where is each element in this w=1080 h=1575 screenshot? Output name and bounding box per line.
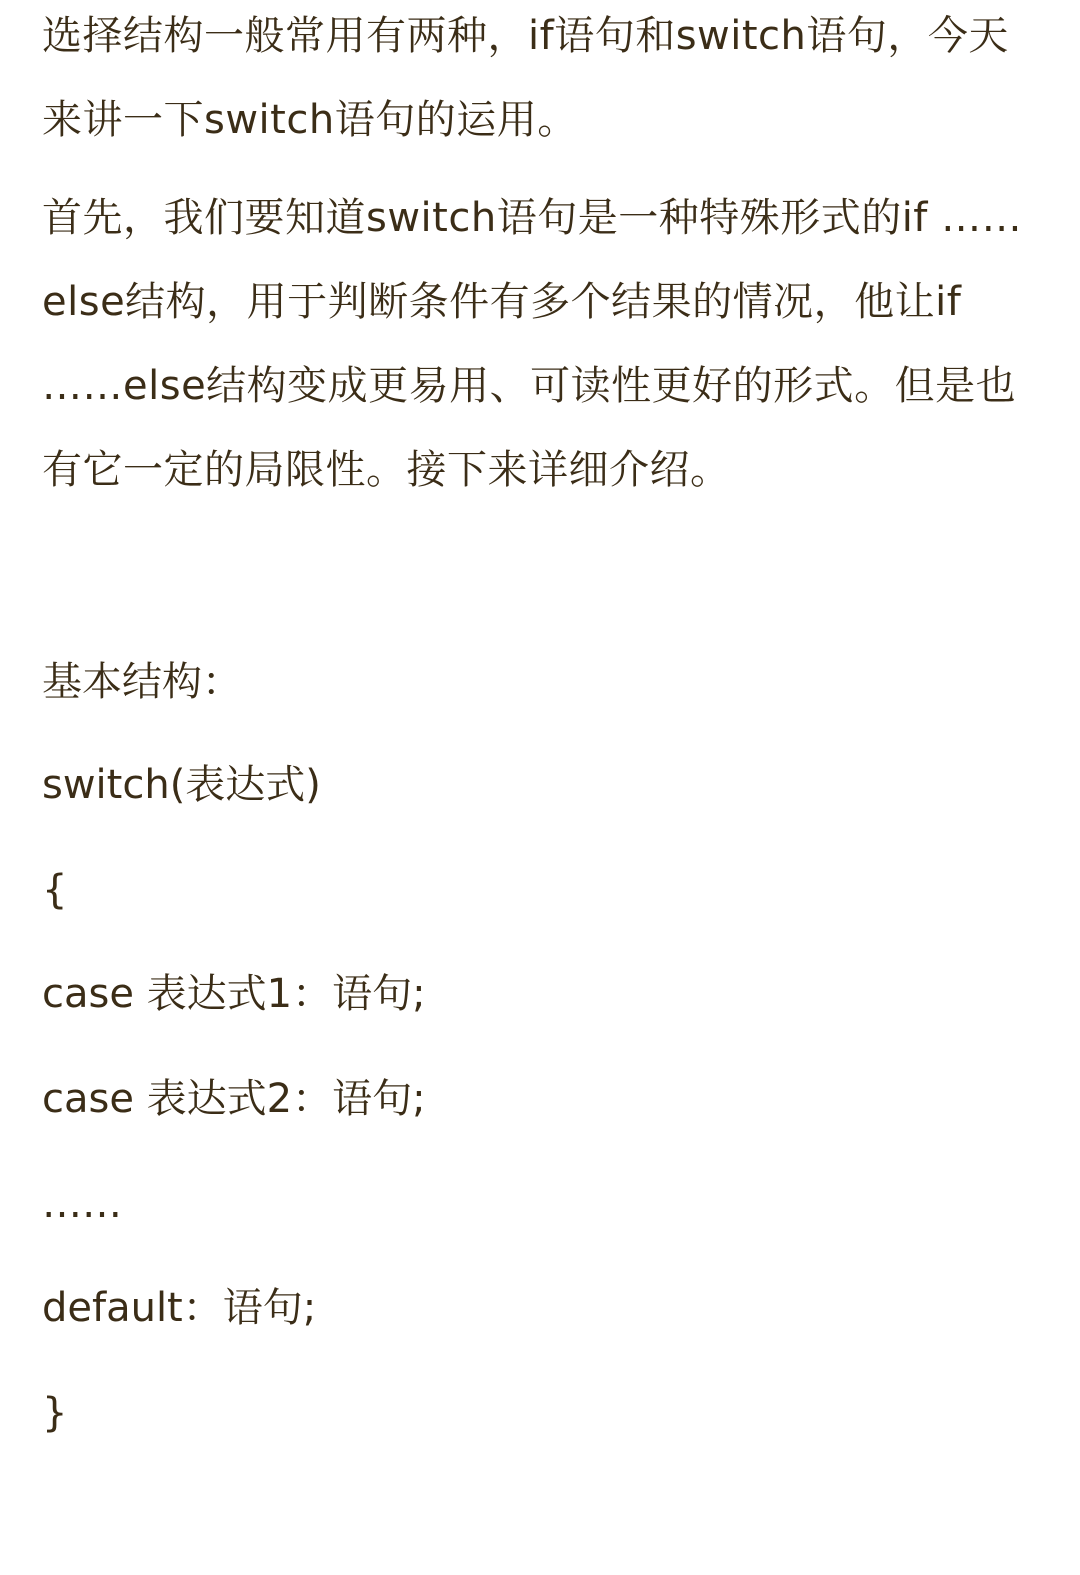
code-line-switch: switch(表达式)	[42, 762, 321, 808]
code-line-case-2: case 表达式2：语句;	[42, 1076, 426, 1122]
intro-paragraph: 选择结构一般常用有两种，if语句和switch语句，今天来讲一下switch语句的运用。	[42, 13, 1009, 143]
detail-paragraph: 首先，我们要知道switch语句是一种特殊形式的if ……else结构，用于判断条件有多个结果的情况，他让if ……else结构变成更易用、可读性更好的形式。但是也有它一定的局限性。接下来详细介绍。	[42, 195, 1023, 493]
code-line-open-brace: {	[42, 867, 68, 913]
code-line-close-brace: }	[42, 1390, 68, 1436]
code-line-ellipsis: ……	[42, 1181, 122, 1227]
structure-heading: 基本结构：	[42, 659, 242, 705]
code-line-default: default：语句;	[42, 1285, 317, 1331]
code-line-case-1: case 表达式1：语句;	[42, 971, 426, 1017]
